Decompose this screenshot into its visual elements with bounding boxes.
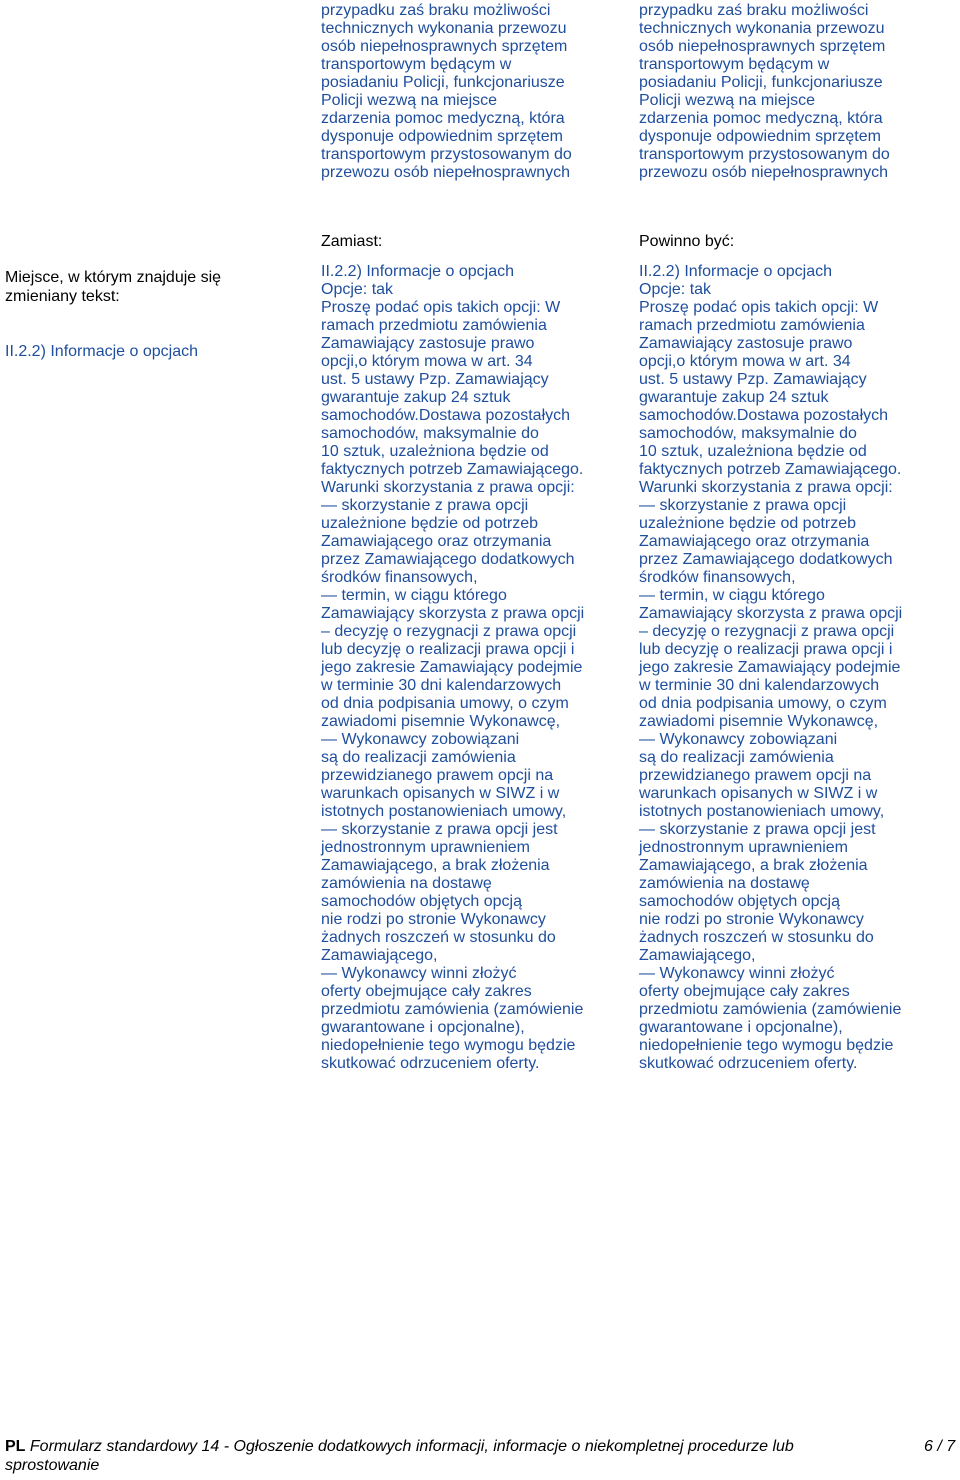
footer-lang-code: PL [5, 1438, 26, 1455]
footer-form-title-block [5, 1437, 875, 1475]
zamiast-text: II.2.2) Informacje o opcjach Opcje: tak Proszę podać opis takich opcji: W ramach przedmiotu zamówienia Zamawiający zastosuje prawo opcji,o którym mowa w art. 34 ust. 5 ustawy Pzp. Zamawiający gwarantuje zakup 24 sztuk samochodów.Dostawa pozostałych samochodów, maksymalnie do 10 sztuk, uzależniona będzie od faktycznych potrzeb Zamawiającego. Warunki skorzystania z prawa opcji: — skorzystanie z prawa opcji uzależnione będzie od potrzeb Zamawiającego oraz otrzymania przez Zamawiającego dodatkowych środków finansowych, — termin, w ciągu którego Zamawiający skorzysta z prawa opcji – decyzję o rezygnacji z prawa opcji lub decyzję o realizacji prawa opcji i jego zakresie Zamawiający podejmie w terminie 30 dni kalendarzowych od dnia podpisania umowy, o czym zawiadomi pisemnie Wykonawcę, — Wykonawcy zobowiązani są do realizacji zamówienia przewidzianego prawem opcji na warunkach opisanych w SIWZ i w istotnych postanowieniach umowy, — skorzystanie z prawa opcji jest jednostronnym uprawnieniem Zamawiającego, a brak złożenia zamówienia na dostawę samochodów objętych opcją nie rodzi po stronie Wykonawcy żadnych roszczeń w stosunku do Zamawiającego, — Wykonawcy winni złożyć oferty obejmujące cały zakres przedmiotu zamówienia (zamówienie gwarantowane i opcjonalne), niedopełnienie tego wymogu będzie skutkować odrzuceniem oferty. [321, 263, 585, 1072]
powinno-text: II.2.2) Informacje o opcjach Opcje: tak Proszę podać opis takich opcji: W ramach przedmiotu zamówienia Zamawiający zastosuje prawo opcji,o którym mowa w art. 34 ust. 5 ustawy Pzp. Zamawiający gwarantuje zakup 24 sztuk samochodów.Dostawa pozostałych samochodów, maksymalnie do 10 sztuk, uzależniona będzie od faktycznych potrzeb Zamawiającego. Warunki skorzystania z prawa opcji: — skorzystanie z prawa opcji uzależnione będzie od potrzeb Zamawiającego oraz otrzymania przez Zamawiającego dodatkowych środków finansowych, — termin, w ciągu którego Zamawiający skorzysta z prawa opcji – decyzję o rezygnacji z prawa opcji lub decyzję o realizacji prawa opcji i jego zakresie Zamawiający podejmie w terminie 30 dni kalendarzowych od dnia podpisania umowy, o czym zawiadomi pisemnie Wykonawcę, — Wykonawcy zobowiązani są do realizacji zamówienia przewidzianego prawem opcji na warunkach opisanych w SIWZ i w istotnych postanowieniach umowy, — skorzystanie z prawa opcji jest jednostronnym uprawnieniem Zamawiającego, a brak złożenia zamówienia na dostawę samochodów objętych opcją nie rodzi po stronie Wykonawcy żadnych roszczeń w stosunku do Zamawiającego, — Wykonawcy winni złożyć oferty obejmujące cały zakres przedmiotu zamówienia (zamówienie gwarantowane i opcjonalne), niedopełnienie tego wymogu będzie skutkować odrzuceniem oferty. [639, 263, 903, 1072]
footer-form-title: Formularz standardowy 14 - Ogłoszenie dodatkowych informacji, informacje o niekompletnej procedurze lub sprostowanie [5, 1438, 794, 1474]
change-location-ref: II.2.2) Informacje o opcjach [5, 343, 198, 360]
top-right-continuation-text: przypadku zaś braku możliwości technicznych wykonania przewozu osób niepełnosprawnych sprzętem transportowym będącym w posiadaniu Policji, funkcjonariusze Policji wezwą na miejsce zdarzenia pomoc medyczną, która dysponuje odpowiednim sprzętem transportowym przystosowanym do przewozu osób niepełnosprawnych [639, 2, 890, 181]
top-left-continuation-text: przypadku zaś braku możliwości technicznych wykonania przewozu osób niepełnosprawnych sprzętem transportowym będącym w posiadaniu Policji, funkcjonariusze Policji wezwą na miejsce zdarzenia pomoc medyczną, która dysponuje odpowiednim sprzętem transportowym przystosowanym do przewozu osób niepełnosprawnych [321, 2, 572, 181]
zamiast-heading: Zamiast: [321, 233, 383, 250]
change-location-block [5, 232, 221, 380]
footer-page-number: 6 / 7 [924, 1438, 956, 1455]
change-location-label: Miejsce, w którym znajduje się zmieniany tekst: [5, 269, 222, 305]
powinno-heading: Powinno być: [639, 233, 735, 250]
